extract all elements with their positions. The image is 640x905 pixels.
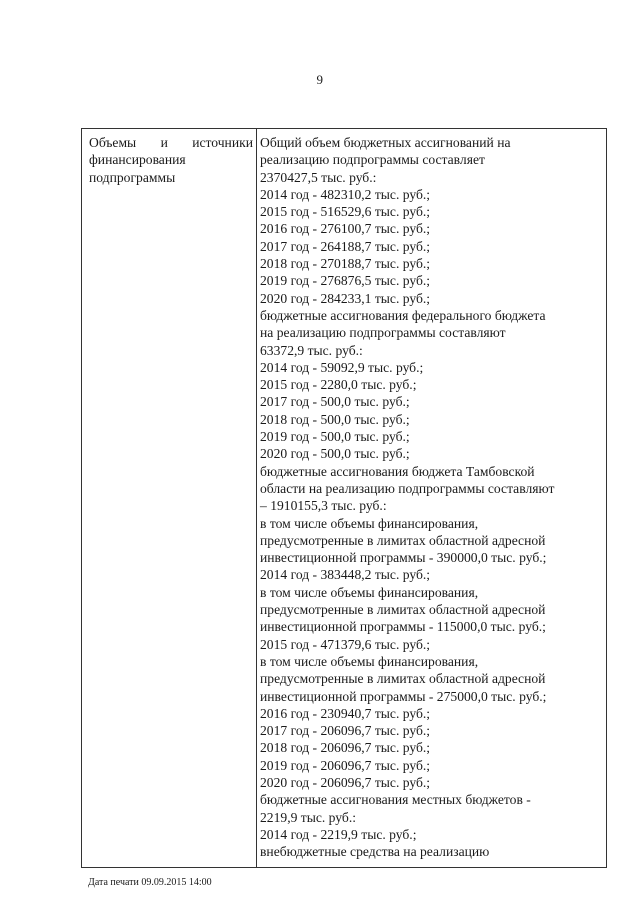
- funding-detail-line: инвестиционной программы - 115000,0 тыс. руб.;: [260, 619, 546, 635]
- funding-detail-line: реализацию подпрограммы составляет: [260, 152, 485, 168]
- row-header-line-1: [89, 134, 253, 151]
- funding-detail-line: предусмотренные в лимитах областной адресной: [260, 532, 546, 548]
- funding-detail-line: 2370427,5 тыс. руб.:: [260, 169, 377, 185]
- column-divider: [256, 129, 257, 867]
- funding-detail-line: внебюджетные средства на реализацию: [260, 844, 490, 860]
- funding-detail-line: 2020 год - 284233,1 тыс. руб.;: [260, 290, 431, 306]
- row-header-word-2: и: [160, 135, 168, 150]
- funding-detail-line: в том числе объемы финансирования,: [260, 584, 479, 600]
- row-header-word-3: источники: [192, 135, 253, 150]
- funding-detail-line: на реализацию подпрограммы составляют: [260, 325, 506, 341]
- funding-detail-line: – 1910155,3 тыс. руб.:: [260, 498, 387, 514]
- funding-detail-line: бюджетные ассигнования федерального бюджета: [260, 307, 546, 323]
- funding-detail-line: 2219,9 тыс. руб.:: [260, 809, 357, 825]
- row-header-line-3: подпрограммы: [89, 169, 176, 185]
- funding-details-cell: [260, 134, 605, 860]
- funding-detail-line: в том числе объемы финансирования,: [260, 515, 479, 531]
- funding-detail-line: 2019 год - 206096,7 тыс. руб.;: [260, 757, 431, 773]
- funding-detail-line: 2014 год - 482310,2 тыс. руб.;: [260, 186, 431, 202]
- funding-detail-line: 2016 год - 230940,7 тыс. руб.;: [260, 705, 431, 721]
- row-header-line-2: финансирования: [89, 152, 186, 168]
- funding-detail-line: 2018 год - 270188,7 тыс. руб.;: [260, 256, 431, 272]
- funding-detail-line: 2019 год - 276876,5 тыс. руб.;: [260, 273, 431, 289]
- funding-detail-line: 2014 год - 2219,9 тыс. руб.;: [260, 826, 417, 842]
- funding-detail-line: области на реализацию подпрограммы составляют: [260, 480, 555, 496]
- funding-detail-line: 2020 год - 500,0 тыс. руб.;: [260, 446, 410, 462]
- funding-detail-line: инвестиционной программы - 390000,0 тыс. руб.;: [260, 550, 547, 566]
- funding-detail-line: 2017 год - 206096,7 тыс. руб.;: [260, 723, 431, 739]
- funding-detail-line: 2015 год - 471379,6 тыс. руб.;: [260, 636, 431, 652]
- funding-detail-line: 2018 год - 206096,7 тыс. руб.;: [260, 740, 431, 756]
- funding-detail-line: бюджетные ассигнования бюджета Тамбовской: [260, 463, 535, 479]
- funding-table: [81, 128, 607, 868]
- funding-detail-line: 2020 год - 206096,7 тыс. руб.;: [260, 774, 431, 790]
- funding-detail-line: 2017 год - 500,0 тыс. руб.;: [260, 394, 410, 410]
- print-date-footer: Дата печати 09.09.2015 14:00: [88, 877, 212, 888]
- funding-detail-line: инвестиционной программы - 275000,0 тыс. руб.;: [260, 688, 547, 704]
- page-number: 9: [316, 72, 324, 87]
- funding-detail-line: 63372,9 тыс. руб.:: [260, 342, 363, 358]
- row-header-word-1: Объемы: [89, 135, 137, 150]
- funding-detail-line: в том числе объемы финансирования,: [260, 653, 479, 669]
- funding-detail-line: 2015 год - 2280,0 тыс. руб.;: [260, 377, 417, 393]
- funding-detail-line: 2017 год - 264188,7 тыс. руб.;: [260, 238, 431, 254]
- funding-detail-line: 2018 год - 500,0 тыс. руб.;: [260, 411, 410, 427]
- row-header-cell: [89, 134, 253, 186]
- funding-detail-line: 2016 год - 276100,7 тыс. руб.;: [260, 221, 431, 237]
- funding-detail-line: 2019 год - 500,0 тыс. руб.;: [260, 429, 410, 445]
- funding-detail-line: предусмотренные в лимитах областной адресной: [260, 602, 546, 618]
- funding-detail-line: предусмотренные в лимитах областной адресной: [260, 671, 546, 687]
- funding-detail-line: 2014 год - 383448,2 тыс. руб.;: [260, 567, 431, 583]
- funding-detail-line: 2015 год - 516529,6 тыс. руб.;: [260, 204, 431, 220]
- funding-detail-line: Общий объем бюджетных ассигнований на: [260, 135, 511, 150]
- funding-detail-line: 2014 год - 59092,9 тыс. руб.;: [260, 359, 424, 375]
- funding-detail-line: бюджетные ассигнования местных бюджетов -: [260, 792, 531, 808]
